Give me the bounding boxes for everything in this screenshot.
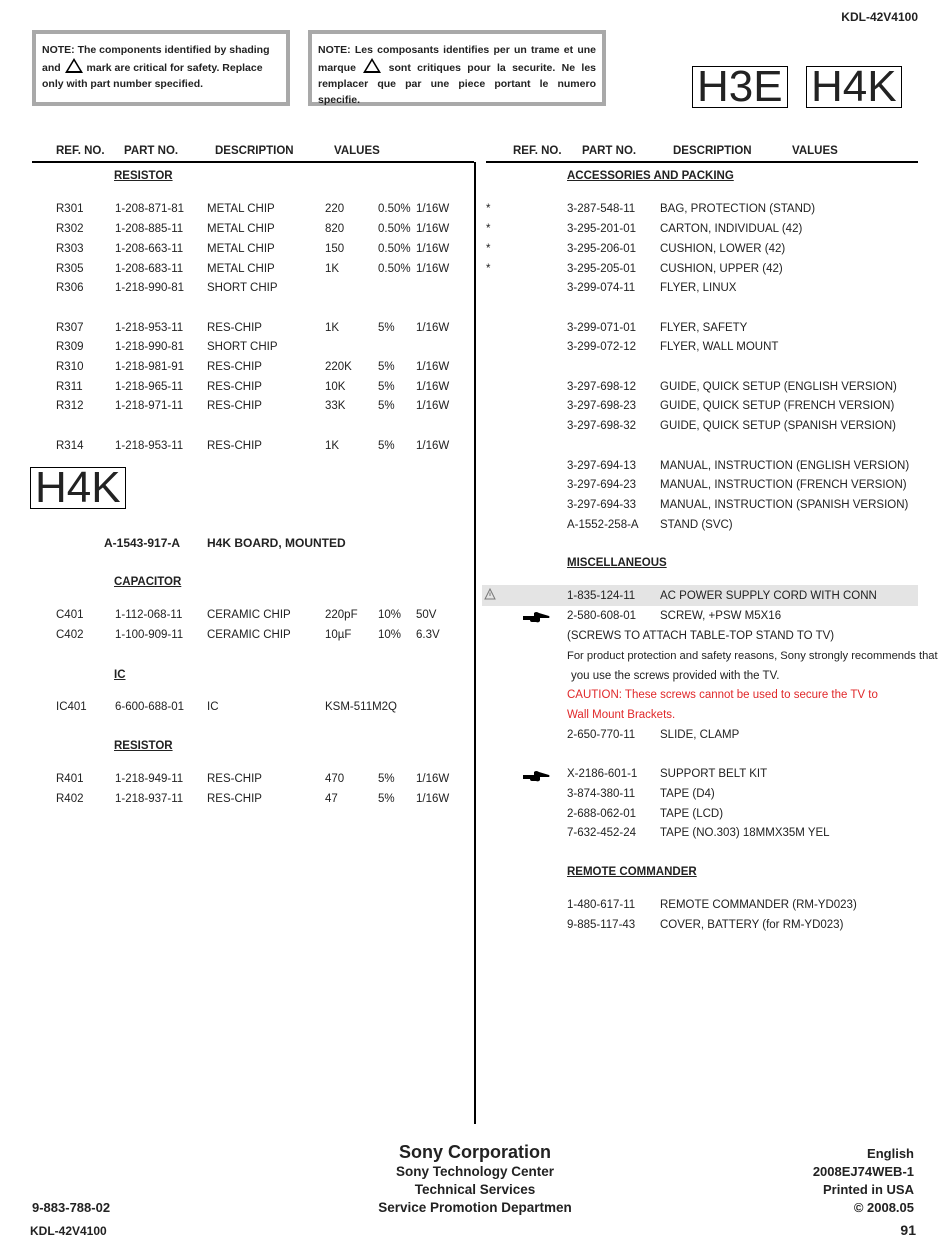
badge-h4k-board: H4K [30, 467, 126, 509]
description: AC POWER SUPPLY CORD WITH CONN [660, 590, 877, 602]
part-no: 9-885-117-43 [567, 919, 636, 931]
badge-h3e: H3E [692, 66, 788, 108]
ref-no: R402 [56, 793, 84, 805]
table-row [0, 201, 950, 217]
header-desc-right: DESCRIPTION [673, 145, 752, 157]
header-rule-right [486, 161, 918, 163]
star-mark: * [486, 243, 491, 255]
rating: 1/16W [416, 381, 450, 393]
part-no: 1-218-965-11 [115, 381, 184, 393]
description: GUIDE, QUICK SETUP (ENGLISH VERSION) [660, 381, 897, 393]
header-values-right: VALUES [792, 145, 838, 157]
part-no: 1-218-937-11 [115, 793, 184, 805]
table-row [0, 825, 950, 841]
description: RES-CHIP [207, 793, 262, 805]
rating: 1/16W [416, 243, 450, 255]
description: CERAMIC CHIP [207, 629, 291, 641]
value: 10K [325, 381, 346, 393]
value: 150 [325, 243, 345, 255]
part-no: 3-295-201-01 [567, 223, 637, 235]
description: GUIDE, QUICK SETUP (SPANISH VERSION) [660, 420, 897, 432]
description: METAL CHIP [207, 223, 275, 235]
footer-center-1: Sony Technology Center [395, 1164, 555, 1179]
value: 470 [325, 773, 345, 785]
description: RES-CHIP [207, 440, 262, 452]
note-en-text-2: mark are critical for safety. Replace only with part number specified. [42, 62, 263, 90]
description: MANUAL, INSTRUCTION (SPANISH VERSION) [660, 499, 909, 511]
table-row [0, 418, 950, 434]
tolerance: 5% [378, 322, 395, 334]
rating: 50V [416, 609, 437, 621]
part-no: 3-299-071-01 [567, 322, 637, 334]
pointing-hand-icon [522, 611, 550, 623]
tolerance: 0.50% [378, 263, 411, 275]
section-ic: IC [114, 669, 126, 681]
part-no: A-1552-258-A [567, 519, 639, 531]
part-no: 1-480-617-11 [567, 899, 636, 911]
part-no: 1-218-990-81 [115, 282, 185, 294]
tolerance: 0.50% [378, 243, 411, 255]
description: METAL CHIP [207, 203, 275, 215]
section-resistor-2: RESISTOR [114, 740, 173, 752]
part-no: 1-835-124-11 [567, 590, 636, 602]
value: 47 [325, 793, 338, 805]
footer-language: English [867, 1146, 914, 1161]
part-no: 2-580-608-01 [567, 610, 637, 622]
header-values-left: VALUES [334, 145, 380, 157]
ref-no: R301 [56, 203, 84, 215]
part-no: 3-297-694-23 [567, 479, 637, 491]
description: FLYER, LINUX [660, 282, 737, 294]
tolerance: 5% [378, 793, 395, 805]
note-fr-text-1: NOTE: Les composants identifies per un trame et une marque [318, 44, 596, 74]
footer-company: Sony Corporation [399, 1142, 551, 1162]
part-no: 3-297-698-32 [567, 420, 637, 432]
note-fr-text-2: sont critiques pour la securite. Ne les remplacer que par une piece portant le numero specifie. [318, 62, 596, 106]
description: MANUAL, INSTRUCTION (ENGLISH VERSION) [660, 460, 910, 472]
description: GUIDE, QUICK SETUP (FRENCH VERSION) [660, 400, 895, 412]
footer-doc-code: 2008EJ74WEB-1 [812, 1164, 914, 1179]
part-no: 2-688-062-01 [567, 808, 637, 820]
rating: 1/16W [416, 203, 450, 215]
description: FLYER, WALL MOUNT [660, 341, 779, 353]
description: TAPE (NO.303) 18MMX35M YEL [660, 827, 830, 839]
table-row [0, 497, 950, 513]
part-no: 7-632-452-24 [567, 827, 637, 839]
value: 1K [325, 263, 340, 275]
table-row [0, 339, 950, 355]
part-no: X-2186-601-1 [567, 768, 638, 780]
section-miscellaneous: MISCELLANEOUS [567, 557, 667, 569]
tolerance: 5% [378, 440, 395, 452]
part-no: 1-218-953-11 [115, 440, 184, 452]
footer-page-number: 91 [900, 1222, 916, 1238]
description: SCREW, +PSW M5X16 [660, 610, 782, 622]
caution-line-1: CAUTION: These screws cannot be used to secure the TV to [567, 689, 878, 701]
ref-no: C401 [56, 609, 84, 621]
footer-copyright: © 2008.05 [853, 1200, 914, 1215]
description: MANUAL, INSTRUCTION (FRENCH VERSION) [660, 479, 907, 491]
rating: 1/16W [416, 400, 450, 412]
table-row [0, 897, 950, 913]
table-row [0, 261, 950, 277]
board-description: H4K BOARD, MOUNTED [207, 536, 346, 550]
header-ref-left: REF. NO. [56, 145, 105, 157]
description: METAL CHIP [207, 243, 275, 255]
table-row [0, 359, 950, 375]
tolerance: 10% [378, 609, 402, 621]
footer-part-number: 9-883-788-02 [32, 1200, 111, 1215]
value: 220 [325, 203, 345, 215]
table-row [0, 458, 950, 474]
rating: 1/16W [416, 322, 450, 334]
value: 10µF [325, 629, 352, 641]
ref-no: R302 [56, 223, 84, 235]
badge-h4k-top: H4K [806, 66, 902, 108]
part-no: 1-208-885-11 [115, 223, 184, 235]
description: RES-CHIP [207, 381, 262, 393]
tolerance: 5% [378, 381, 395, 393]
ref-no: R303 [56, 243, 84, 255]
part-no: 3-297-694-33 [567, 499, 637, 511]
ref-no: R305 [56, 263, 84, 275]
description: BAG, PROTECTION (STAND) [660, 203, 816, 215]
table-row [0, 766, 950, 782]
tolerance: 0.50% [378, 203, 411, 215]
footer-printed: Printed in USA [822, 1182, 914, 1197]
value: 820 [325, 223, 345, 235]
ref-no: C402 [56, 629, 84, 641]
rating: 1/16W [416, 223, 450, 235]
description: STAND (SVC) [660, 519, 733, 531]
value: 1K [325, 440, 340, 452]
part-no: 3-874-380-11 [567, 788, 636, 800]
table-row [0, 379, 950, 395]
table-row [0, 438, 950, 454]
ref-no: R311 [56, 381, 83, 393]
ref-no: IC401 [56, 701, 87, 713]
table-row [0, 786, 950, 802]
ref-no: R312 [56, 400, 84, 412]
rating: 1/16W [416, 773, 450, 785]
board-part-number: A-1543-917-A [104, 536, 181, 550]
part-no: 1-218-981-91 [115, 361, 185, 373]
tolerance: 5% [378, 773, 395, 785]
ref-no: R306 [56, 282, 84, 294]
description: SHORT CHIP [207, 341, 278, 353]
star-mark: * [486, 263, 491, 275]
description: REMOTE COMMANDER (RM-YD023) [660, 899, 857, 911]
part-no: 3-297-698-12 [567, 381, 637, 393]
description: CERAMIC CHIP [207, 609, 291, 621]
screw-note-3: you use the screws provided with the TV. [571, 670, 780, 682]
part-no: 1-112-068-11 [115, 609, 183, 621]
table-row [0, 280, 950, 296]
footer-center-3: Service Promotion Departmen [378, 1200, 572, 1215]
description: COVER, BATTERY (for RM-YD023) [660, 919, 844, 931]
description: TAPE (LCD) [660, 808, 724, 820]
part-no: 1-100-909-11 [115, 629, 184, 641]
table-row [0, 917, 950, 933]
tolerance: 10% [378, 629, 402, 641]
part-no: 6-600-688-01 [115, 701, 185, 713]
rating: 1/16W [416, 361, 450, 373]
star-mark: * [486, 203, 491, 215]
description: FLYER, SAFETY [660, 322, 748, 334]
value: KSM-511M2Q [325, 701, 398, 713]
value: 220K [325, 361, 352, 373]
table-row [0, 320, 950, 336]
tolerance: 5% [378, 361, 395, 373]
section-capacitor: CAPACITOR [114, 576, 182, 588]
part-no: 3-299-074-11 [567, 282, 636, 294]
section-resistor-1: RESISTOR [114, 170, 173, 182]
caution-line-2: Wall Mount Brackets. [567, 709, 676, 721]
part-no: 3-295-205-01 [567, 263, 637, 275]
tolerance: 5% [378, 400, 395, 412]
rating: 1/16W [416, 793, 450, 805]
value: 33K [325, 400, 346, 412]
description: CUSHION, LOWER (42) [660, 243, 786, 255]
description: TAPE (D4) [660, 788, 715, 800]
table-row [0, 608, 950, 624]
table-row [0, 727, 950, 743]
part-no: 3-295-206-01 [567, 243, 637, 255]
header-rule-left [32, 161, 474, 163]
table-row [0, 806, 950, 822]
star-mark: * [486, 223, 491, 235]
part-no: 1-218-990-81 [115, 341, 185, 353]
part-no: 1-208-683-11 [115, 263, 184, 275]
ref-no: R314 [56, 440, 84, 452]
description: IC [207, 701, 219, 713]
description: CUSHION, UPPER (42) [660, 263, 783, 275]
safety-note-french [308, 30, 606, 106]
part-no: 3-299-072-12 [567, 341, 637, 353]
table-row [0, 398, 950, 414]
ref-no: R307 [56, 322, 84, 334]
table-row [0, 517, 950, 533]
value: 220pF [325, 609, 358, 621]
screw-note-1: (SCREWS TO ATTACH TABLE-TOP STAND TO TV) [567, 630, 835, 642]
note-en-text-1: NOTE: The components identified by shading and [42, 44, 270, 74]
rating: 6.3V [416, 629, 440, 641]
value: 1K [325, 322, 340, 334]
ref-no: R401 [56, 773, 84, 785]
part-no: 2-650-770-11 [567, 729, 636, 741]
safety-note-english [32, 30, 290, 106]
section-accessories: ACCESSORIES AND PACKING [567, 170, 734, 182]
part-no: 3-287-548-11 [567, 203, 636, 215]
table-row [0, 221, 950, 237]
table-row [0, 588, 950, 604]
part-no: 1-218-953-11 [115, 322, 184, 334]
description: RES-CHIP [207, 773, 262, 785]
part-no: 3-297-694-13 [567, 460, 637, 472]
rating: 1/16W [416, 440, 450, 452]
description: SHORT CHIP [207, 282, 278, 294]
warning-triangle-icon [363, 58, 381, 73]
description: SLIDE, CLAMP [660, 729, 740, 741]
part-no: 1-218-949-11 [115, 773, 184, 785]
section-remote-commander: REMOTE COMMANDER [567, 866, 697, 878]
header-desc-left: DESCRIPTION [215, 145, 294, 157]
table-row [0, 241, 950, 257]
table-row [0, 477, 950, 493]
tolerance: 0.50% [378, 223, 411, 235]
footer-center-2: Technical Services [414, 1182, 536, 1197]
part-no: 1-208-663-11 [115, 243, 184, 255]
header-part-right: PART NO. [582, 145, 637, 157]
ref-no: R309 [56, 341, 84, 353]
ref-no: R310 [56, 361, 84, 373]
description: RES-CHIP [207, 361, 262, 373]
header-part-left: PART NO. [124, 145, 179, 157]
description: SUPPORT BELT KIT [660, 768, 768, 780]
part-no: 3-297-698-23 [567, 400, 637, 412]
column-divider [474, 162, 476, 1124]
footer-model: KDL-42V4100 [30, 1224, 107, 1238]
description: METAL CHIP [207, 263, 275, 275]
part-no: 1-208-871-81 [115, 203, 185, 215]
rating: 1/16W [416, 263, 450, 275]
description: CARTON, INDIVIDUAL (42) [660, 223, 803, 235]
model-number-top: KDL-42V4100 [841, 10, 918, 24]
description: RES-CHIP [207, 400, 262, 412]
screw-note-2: For product protection and safety reasons, Sony strongly recommends that [567, 650, 938, 662]
description: RES-CHIP [207, 322, 262, 334]
header-ref-right: REF. NO. [513, 145, 562, 157]
part-no: 1-218-971-11 [115, 400, 184, 412]
warning-triangle-icon [65, 58, 83, 73]
